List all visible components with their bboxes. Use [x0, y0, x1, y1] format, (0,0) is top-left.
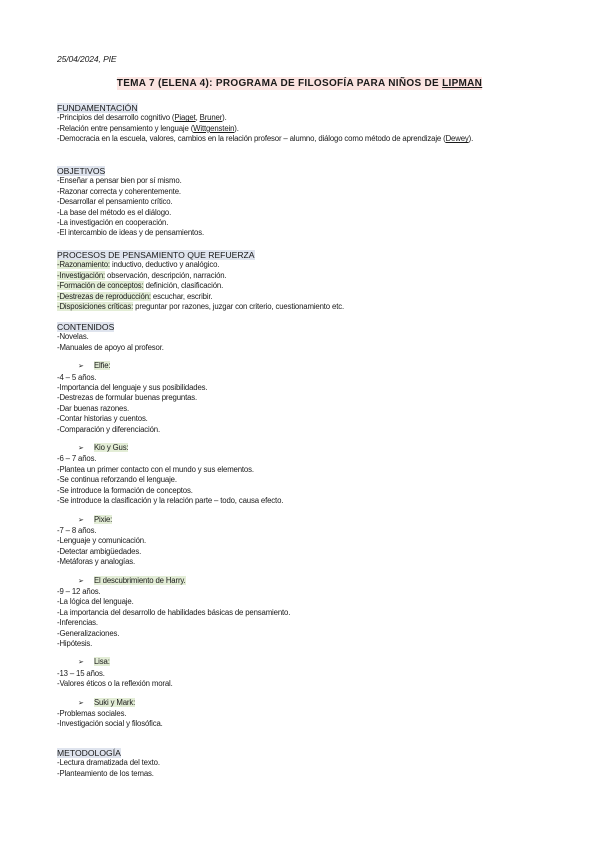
arrow-bullet-icon: ➢ — [78, 445, 84, 453]
list-item: -La lógica del lenguaje. — [57, 597, 134, 607]
list-item: -Razonamiento: inductivo, deductivo y analógico. — [57, 260, 220, 270]
list-item: -Importancia del lenguaje y sus posibilidades. — [57, 383, 208, 393]
list-item: -4 – 5 años. — [57, 372, 97, 382]
section-fundamentacion — [57, 103, 544, 145]
list-item: -La base del método es el diálogo. — [57, 207, 172, 217]
list-item: -Se introduce la clasificación y la relación parte – todo, causa efecto. — [57, 496, 284, 506]
book-kio-y-gus: ➢ Kio y Gus: — [57, 443, 544, 454]
date-header: 25/04/2024, PIE — [57, 54, 117, 64]
book-harry: ➢ El descubrimiento de Harry. — [57, 576, 544, 587]
list-item: -Investigación: observación, descripción, narración. — [57, 270, 227, 280]
list-item: -Formación de conceptos: definición, clasificación. — [57, 281, 224, 291]
list-item: -Principios del desarrollo cognitivo (Piaget, Bruner). — [57, 113, 227, 123]
book-pixie: ➢ Pixie: — [57, 515, 544, 526]
author-dewey: Dewey — [445, 134, 469, 144]
list-item: -Democracia en la escuela, valores, cambios en la relación profesor – alumno, diálogo como método de aprendizaje (Dewey). — [57, 134, 474, 144]
section-heading: FUNDAMENTACIÓN — [57, 103, 138, 113]
list-item: -Plantea un primer contacto con el mundo y sus elementos. — [57, 464, 254, 474]
list-item: -Metáforas y analogías. — [57, 557, 136, 567]
list-item: -Hipótesis. — [57, 638, 93, 648]
list-item: -Lectura dramatizada del texto. — [57, 758, 160, 768]
list-item: -Valores éticos o la reflexión moral. — [57, 679, 173, 689]
author-wittgenstein: Wittgenstein — [193, 123, 235, 133]
list-item: -Generalizaciones. — [57, 628, 120, 638]
list-item: -Lenguaje y comunicación. — [57, 536, 147, 546]
list-item: -Se introduce la formación de conceptos. — [57, 485, 193, 495]
section-procesos — [57, 250, 544, 312]
section-objetivos — [57, 166, 544, 239]
list-item: -Problemas sociales. — [57, 709, 127, 718]
list-item: -Contar historias y cuentos. — [57, 414, 148, 424]
list-item: -13 – 15 años. — [57, 668, 105, 678]
list-item: -7 – 8 años. — [57, 525, 97, 535]
arrow-bullet-icon: ➢ — [78, 363, 84, 371]
book-suki-y-mark: ➢ Suki y Mark: — [57, 698, 544, 709]
list-item: -La investigación en cooperación. — [57, 218, 169, 228]
page-title — [0, 78, 599, 89]
list-item: -Investigación social y filosófica. — [57, 719, 163, 729]
list-item: -Dar buenas razones. — [57, 403, 129, 413]
list-item: -Detectar ambigüedades. — [57, 546, 142, 556]
list-item: -Planteamiento de los temas. — [57, 768, 154, 778]
section-metodologia — [57, 748, 544, 779]
arrow-bullet-icon: ➢ — [78, 659, 84, 667]
list-item: -Se continua reforzando el lenguaje. — [57, 475, 177, 485]
title-main: TEMA 7 (ELENA 4): PROGRAMA DE FILOSOFÍA PARA NIÑOS DE — [116, 78, 443, 89]
list-item: -Comparación y diferenciación. — [57, 424, 160, 434]
section-contenidos — [57, 322, 544, 730]
list-item: -Disposiciones críticas: preguntar por razones, juzgar con criterio, cuestionamiento etc. — [57, 302, 344, 312]
section-heading: PROCESOS DE PENSAMIENTO QUE REFUERZA — [57, 250, 255, 260]
list-item: -El intercambio de ideas y de pensamientos. — [57, 228, 204, 238]
list-item: -Destrezas de formular buenas preguntas. — [57, 393, 198, 403]
title-name: LIPMAN — [442, 78, 483, 89]
arrow-bullet-icon: ➢ — [78, 516, 84, 524]
list-item: -Razonar correcta y coherentemente. — [57, 186, 181, 196]
list-item: -Desarrollar el pensamiento crítico. — [57, 197, 173, 207]
list-item: -Manuales de apoyo al profesor. — [57, 342, 164, 352]
author-bruner: Bruner — [199, 113, 223, 123]
arrow-bullet-icon: ➢ — [78, 699, 84, 707]
list-item: -Novelas. — [57, 332, 89, 342]
list-item: -6 – 7 años. — [57, 454, 97, 464]
list-item: -Inferencias. — [57, 618, 98, 628]
section-heading: METODOLOGÍA — [57, 748, 121, 758]
list-item: -Destrezas de reproducción: escuchar, escribir. — [57, 291, 213, 301]
section-heading: OBJETIVOS — [57, 166, 106, 176]
arrow-bullet-icon: ➢ — [78, 577, 84, 585]
author-piaget: Piaget — [174, 113, 196, 123]
book-elfie: ➢ Elfie: — [57, 361, 544, 372]
list-item: -La importancia del desarrollo de habilidades básicas de pensamiento. — [57, 607, 291, 617]
book-lisa: ➢ Lisa: — [57, 657, 544, 668]
section-heading: CONTENIDOS — [57, 322, 115, 332]
list-item: -9 – 12 años. — [57, 586, 101, 596]
title-text — [117, 77, 482, 90]
list-item: -Enseñar a pensar bien por sí mismo. — [57, 176, 182, 186]
list-item: -Relación entre pensamiento y lenguaje (Wittgenstein). — [57, 123, 239, 133]
